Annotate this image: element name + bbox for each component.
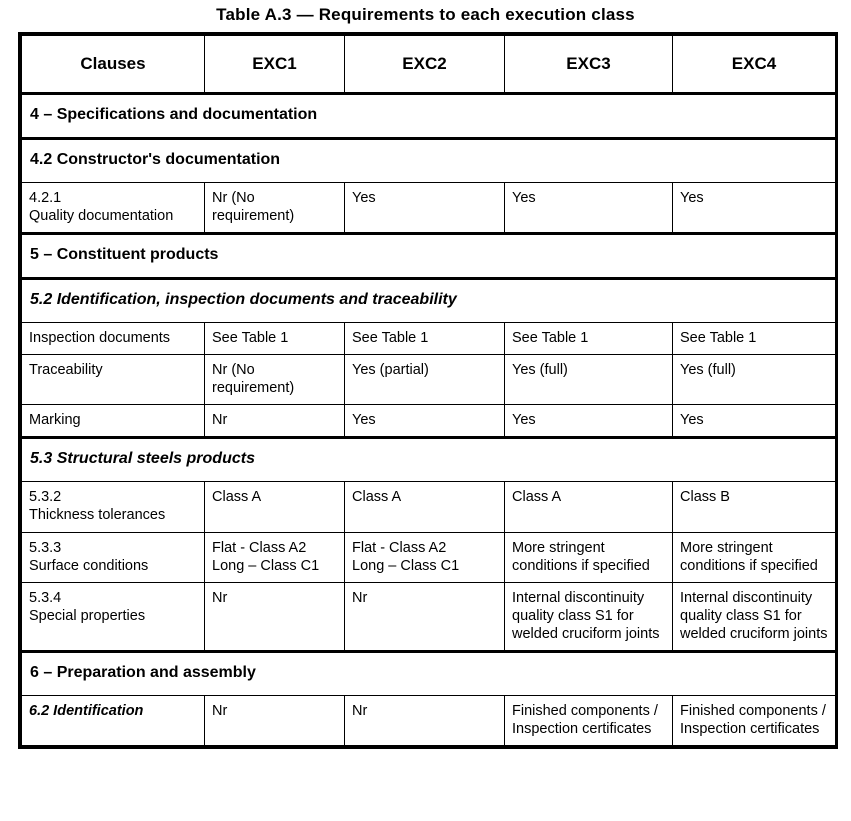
clause-text: Traceability	[29, 361, 103, 378]
section-label-4: 4 – Specifications and documentation	[22, 93, 836, 138]
column-header-exc1: EXC1	[205, 35, 345, 93]
section-label-5-3: 5.3 Structural steels products	[22, 438, 836, 482]
cell-exc1: Nr	[205, 696, 345, 746]
requirements-table	[21, 35, 836, 747]
cell-exc2: Yes (partial)	[345, 354, 505, 404]
table-row	[22, 354, 836, 404]
column-header-clauses: Clauses	[22, 35, 205, 93]
page-title: Table A.3 — Requirements to each execution class	[216, 5, 635, 24]
clause-text: Thickness tolerances	[29, 507, 166, 524]
cell-exc4: Class B	[673, 482, 836, 532]
cell-exc3: See Table 1	[505, 322, 673, 354]
section-label-5-2: 5.2 Identification, inspection documents and traceability	[22, 278, 836, 322]
cell-exc3: Yes	[505, 182, 673, 233]
table-row	[22, 582, 836, 651]
cell-exc4: Yes (full)	[673, 354, 836, 404]
clause-number: 4.2.1	[29, 189, 62, 206]
cell-exc4: See Table 1	[673, 322, 836, 354]
cell-exc1	[205, 532, 345, 582]
cell-exc1: See Table 1	[205, 322, 345, 354]
table-row	[22, 182, 836, 233]
cell-exc1-line1: Flat - Class A2	[212, 539, 307, 556]
clause-cell	[22, 582, 205, 651]
section-label-5: 5 – Constituent products	[22, 233, 836, 278]
table-row	[22, 322, 836, 354]
clause-text: Special properties	[29, 607, 146, 624]
clause-cell	[22, 482, 205, 532]
clause-cell	[22, 532, 205, 582]
cell-exc2: Nr	[345, 696, 505, 746]
cell-exc2	[345, 532, 505, 582]
cell-exc3: Finished components / Inspection certificates	[505, 696, 673, 746]
cell-exc1: Nr	[205, 582, 345, 651]
cell-exc3: More stringent conditions if specified	[505, 532, 673, 582]
cell-exc2: See Table 1	[345, 322, 505, 354]
cell-exc4: Finished components / Inspection certificates	[673, 696, 836, 746]
cell-exc2: Yes	[345, 405, 505, 438]
clause-cell	[22, 696, 205, 746]
cell-exc2-line2: Long – Class C1	[352, 557, 460, 574]
table-row	[22, 405, 836, 438]
table-header-row	[22, 35, 836, 93]
section-row-4-2	[22, 138, 836, 182]
column-header-exc2: EXC2	[345, 35, 505, 93]
cell-exc1: Class A	[205, 482, 345, 532]
cell-exc1: Nr (No requirement)	[205, 182, 345, 233]
cell-exc4: Yes	[673, 182, 836, 233]
clause-text: 6.2 Identification	[29, 703, 144, 720]
section-row-6	[22, 652, 836, 696]
clause-number: 5.3.4	[29, 589, 62, 606]
cell-exc2: Class A	[345, 482, 505, 532]
cell-exc3: Yes (full)	[505, 354, 673, 404]
clause-text: Marking	[29, 412, 81, 429]
cell-exc3: Internal discontinuity quality class S1 for welded cruciform joints	[505, 582, 673, 651]
cell-exc1: Nr (No requirement)	[205, 354, 345, 404]
clause-text: Inspection documents	[29, 329, 171, 346]
column-header-exc4: EXC4	[673, 35, 836, 93]
clause-cell	[22, 354, 205, 404]
cell-exc1-line2: Long – Class C1	[212, 557, 320, 574]
section-row-5	[22, 233, 836, 278]
cell-exc2-line1: Flat - Class A2	[352, 539, 447, 556]
table-row	[22, 532, 836, 582]
clause-cell	[22, 322, 205, 354]
cell-exc4: Yes	[673, 405, 836, 438]
section-row-5-3	[22, 438, 836, 482]
section-label-4-2: 4.2 Constructor's documentation	[22, 138, 836, 182]
cell-exc1: Nr	[205, 405, 345, 438]
cell-exc2: Nr	[345, 582, 505, 651]
cell-exc4: Internal discontinuity quality class S1 for welded cruciform joints	[673, 582, 836, 651]
section-row-4	[22, 93, 836, 138]
clause-cell	[22, 182, 205, 233]
clause-number: 5.3.3	[29, 539, 62, 556]
cell-exc2: Yes	[345, 182, 505, 233]
cell-exc3: Yes	[505, 405, 673, 438]
clause-text: Quality documentation	[29, 207, 174, 224]
section-row-5-2	[22, 278, 836, 322]
table-row	[22, 482, 836, 532]
section-label-6: 6 – Preparation and assembly	[22, 652, 836, 696]
cell-exc4: More stringent conditions if specified	[673, 532, 836, 582]
column-header-exc3: EXC3	[505, 35, 673, 93]
clause-text: Surface conditions	[29, 557, 149, 574]
clause-cell	[22, 405, 205, 438]
cell-exc3: Class A	[505, 482, 673, 532]
requirements-table-container	[18, 32, 838, 750]
table-row	[22, 696, 836, 746]
clause-number: 5.3.2	[29, 489, 62, 506]
